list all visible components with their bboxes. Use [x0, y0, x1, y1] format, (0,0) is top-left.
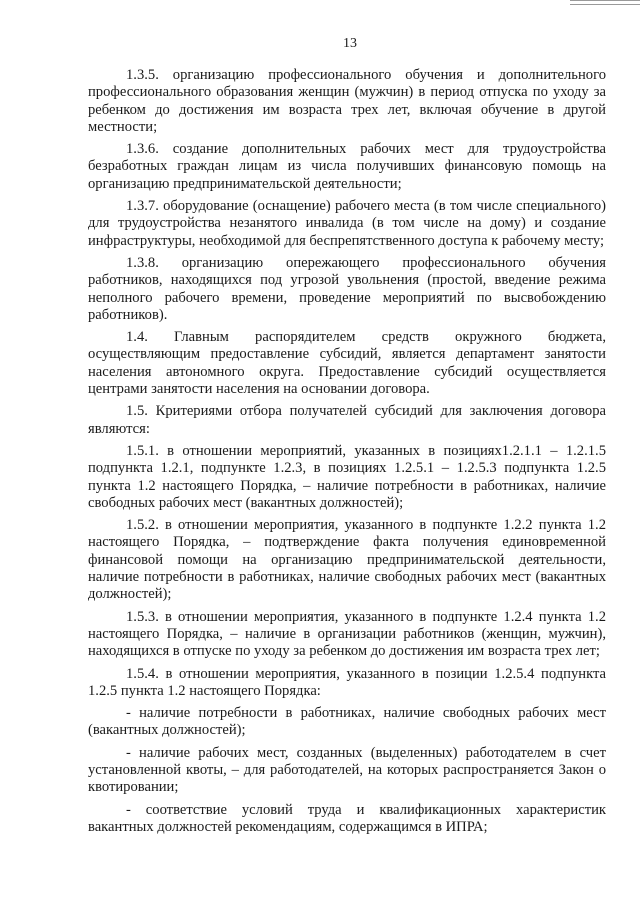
paragraph-1-5-4: 1.5.4. в отношении мероприятия, указанного в позиции 1.2.5.4 подпункта 1.2.5 пункта 1.2 настоящего Порядка:	[88, 665, 606, 699]
paragraph-1-3-5: 1.3.5. организацию профессионального обучения и дополнительного профессионального образования женщин (мужчин) в период отпуска по уходу за ребенком до достижения им возраста трех лет, включая обучение в другой местности;	[88, 67, 606, 135]
paragraph-1-5-3: 1.5.3. в отношении мероприятия, указанного в подпункте 1.2.4 пункта 1.2 настоящего Порядка, – наличие в организации работников (женщин, мужчин), находящихся в отпуске по уходу за ребенком до достижения им возраста трех лет;	[88, 608, 606, 660]
paragraph-1-4: 1.4. Главным распорядителем средств окружного бюджета, осуществляющим предоставление субсидий, является департамент занятости населения автономного округа. Предоставление субсидий осуществляется центрами занятости населения на основании договора.	[88, 329, 606, 398]
page-number: 13	[343, 36, 357, 51]
paragraph-1-3-7: 1.3.7. оборудование (оснащение) рабочего места (в том числе специального) для трудоустройства незанятого инвалида (в том числе на дому) и создание инфраструктуры, необходимой для беспрепятственного доступа к рабочему месту;	[88, 198, 606, 249]
paragraph-1-5-2: 1.5.2. в отношении мероприятия, указанного в подпункте 1.2.2 пункта 1.2 настоящего Порядка, – подтверждение факта получения единовременной финансовой помощи на организацию предпринимательской деятельности, наличие потребности в работниках, наличие свободных рабочих мест (вакантных должностей);	[88, 517, 606, 603]
list-item-need-for-workers: - наличие потребности в работниках, наличие свободных рабочих мест (вакантных должностей);	[88, 705, 606, 739]
list-item-ipra-compliance: - соответствие условий труда и квалификационных характеристик вакантных должностей рекомендациям, содержащимся в ИПРА;	[88, 801, 606, 835]
document-body	[88, 67, 606, 841]
paragraph-1-3-8: 1.3.8. организацию опережающего профессионального обучения работников, находящихся под угрозой увольнения (простой, введение режима неполного рабочего времени, проведение мероприятий по высвобождению работников).	[88, 254, 606, 323]
paragraph-1-5-1: 1.5.1. в отношении мероприятий, указанных в позициях1.2.1.1 – 1.2.1.5 подпункта 1.2.1, подпункте 1.2.3, в позициях 1.2.5.1 – 1.2.5.3 подпункта 1.2.5 пункта 1.2 настоящего Порядка, – наличие потребности в работниках, наличие свободных рабочих мест (вакантных должностей);	[88, 442, 606, 511]
paragraph-1-5: 1.5. Критериями отбора получателей субсидий для заключения договора являются:	[88, 403, 606, 437]
paragraph-1-3-6: 1.3.6. создание дополнительных рабочих мест для трудоустройства безработных граждан лицам из числа получивших финансовую помощь на организацию предпринимательской деятельности;	[88, 141, 606, 192]
scan-edge-mark	[570, 0, 640, 5]
list-item-quota-workplaces: - наличие рабочих мест, созданных (выделенных) работодателем в счет установленной квоты, – для работодателей, на которых распространяется Закон о квотировании;	[88, 744, 606, 796]
